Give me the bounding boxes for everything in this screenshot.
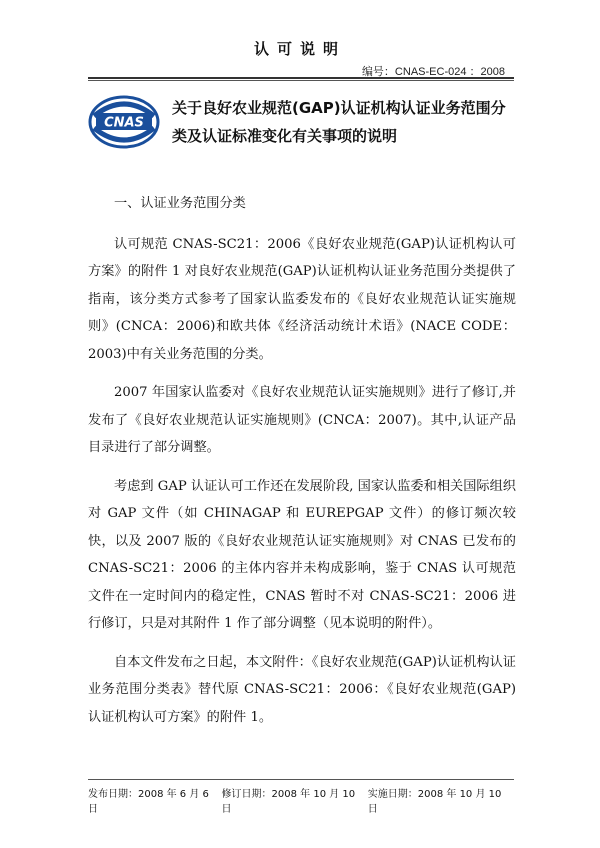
paragraph-2: 2007 年国家认监委对《良好农业规范认证实施规则》进行了修订,并发布了《良好农业规范认证实施规则》(CNCA：2007)。其中,认证产品目录进行了部分调整。: [88, 385, 516, 455]
document-title: 关于良好农业规范(GAP)认证机构认证业务范围分类及认证标准变化有关事项的说明: [172, 99, 506, 145]
publish-date: 发布日期：2008 年 6 月 6 日: [88, 789, 209, 815]
footer-rule: [88, 779, 514, 780]
document-number: 编号：CNAS-EC-024 ：2008: [361, 66, 505, 78]
paragraph-1: 认可规范 CNAS-SC21：2006《良好农业规范(GAP)认证机构认可方案》的附件 1 对良好农业规范(GAP)认证机构认证业务范围分类提供了指南，该分类方式参考了国家认监委发布的《良好农业规范认证实施规则》(CNCA：2006)和欧共体《经济活动统计术语》(NACE CODE：2003)中有关业务范围的分类。: [88, 236, 516, 362]
revision-date: 修订日期：2008 年 10 月 10 日: [221, 789, 356, 815]
cnas-logo-icon: [88, 94, 160, 150]
footer: [88, 785, 514, 815]
effective-date: 实施日期：2008 年 10 月 10 日: [367, 789, 502, 815]
header-rule-thin: [88, 80, 514, 81]
section-heading: 一、认证业务范围分类: [114, 196, 246, 211]
paragraph-4: 自本文件发布之日起，本文附件：《良好农业规范(GAP)认证机构认证业务范围分类表》替代原 CNAS-SC21：2006：《良好农业规范(GAP)认证机构认可方案》的附件 1。: [88, 654, 516, 725]
logo-text: CNAS: [104, 115, 144, 131]
header-rule: [88, 77, 514, 79]
document-type-heading: 认可说明: [253, 40, 346, 58]
paragraph-3: 考虑到 GAP 认证认可工作还在发展阶段, 国家认监委和相关国际组织对 GAP 文件（如 CHINAGAP 和 EUREPGAP 文件）的修订频次较快，以及 2007 版的《良好农业规范认证实施规则》对 CNAS 已发布的 CNAS-SC21：2006 的主体内容并未构成影响，鉴于 CNAS 认可规范文件在一定时间内的稳定性，CNAS 暂时不对 CNAS-SC21：2006 进行修订，只是对其附件 1 作了部分调整（见本说明的附件）。: [88, 478, 516, 631]
document-body: [88, 190, 516, 742]
